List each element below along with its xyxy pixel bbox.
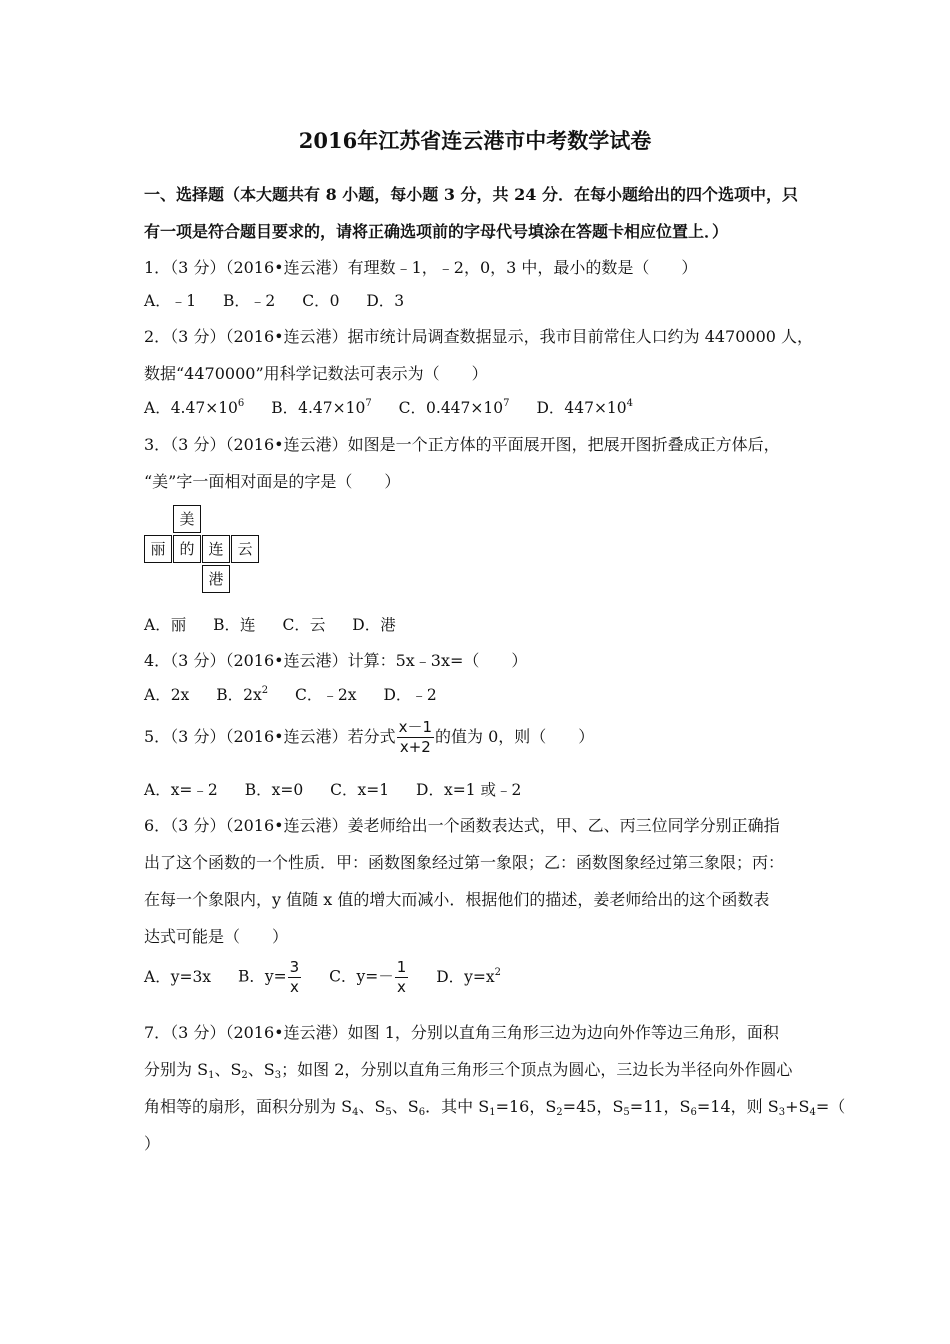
page-title: 2016年江苏省连云港市中考数学试卷 [298,128,652,153]
question-4-text: 4．（3 分）（2016•连云港）计算：5x﹣3x=（ ） [144,651,528,670]
question-1-options [144,289,426,311]
section-heading-line2: 有一项是符合题目要求的，请将正确选项前的字母代号填涂在答题卡相应位置上．） [144,222,729,241]
q5-option-b: B．x=0 [244,781,304,799]
net-cell-left: 丽 [144,535,172,563]
question-4-options [144,683,459,705]
q6-option-d: D．$y=x^2$ [436,966,501,986]
question-6-line1: 6．（3 分）（2016•连云港）姜老师给出一个函数表达式，甲、乙、丙三位同学分别正确指 [144,816,780,835]
q3-option-b: B．连 [213,616,256,634]
net-cell-center-left: 的 [173,535,201,563]
q1-option-c: C．0 [302,292,340,310]
question-3-line2: “美”字一面相对面是的字是（ ） [144,472,401,491]
q2-option-c: C．$0.447\times 10^7$ [398,398,510,417]
q5-option-d: D．x=1 或﹣2 [416,781,522,799]
question-2-options [144,396,655,418]
net-cell-bottom: 港 [202,565,230,593]
q5-option-c: C．x=1 [330,781,390,799]
q3-option-d: D．港 [352,616,396,634]
q6-option-c: C．y=－ $\frac{1}{x}$ [329,958,407,996]
question-6-line4: 达式可能是（ ） [144,927,289,946]
question-3-line1: 3．（3 分）（2016•连云港）如图是一个正方体的平面展开图，把展开图折叠成正方体后， [144,435,780,454]
question-6-line2: 出了这个函数的一个性质．甲：函数图象经过第一象限；乙：函数图象经过第三象限；丙： [144,853,785,872]
net-cell-center-right: 连 [202,535,230,563]
q4-option-c: C．﹣2x [295,686,357,704]
q2-option-a: A．$4.47\times 10^6$ [144,398,245,417]
q6-option-c-fraction: $\frac{1}{x}$ [396,958,407,996]
net-cell-top: 美 [173,505,201,533]
q4-option-b: B．$2x^2$ [216,685,269,704]
q4-option-d: D．﹣2 [383,686,437,704]
net-cell-right: 云 [231,535,259,563]
question-7-line3: 角相等的扇形，面积分别为 $S_4$、$S_5$、$S_6$．其中 $S_1=16$，$S_2=45$，$S_5=11$，$S_6=14$，则 $S_3+S_4=$（ [144,1097,846,1118]
q5-fraction: $\frac{x-1}{x+2}$ [398,718,433,756]
question-2-line1: 2．（3 分）（2016•连云港）据市统计局调查数据显示，我市目前常住人口约为 4470000 人， [144,327,814,346]
question-7-line1: 7．（3 分）（2016•连云港）如图 1，分别以直角三角形三边为边向外作等边三角形，面积 [144,1023,779,1042]
cube-net-figure [144,505,264,595]
q5-option-a: A．x=﹣2 [144,781,218,799]
question-2-line2: 数据“4470000”用科学记数法可表示为（ ） [144,364,488,383]
q6-option-a: A．y=3x [144,967,212,986]
q1-option-a: A．﹣1 [144,292,197,310]
q4-option-a: A．2x [144,686,190,704]
q6-option-b-fraction: $\frac{3}{x}$ [289,958,300,996]
question-3-options [144,613,418,635]
q1-option-d: D．3 [366,292,405,310]
question-7-line2: 分别为 $S_1$、$S_2$、$S_3$；如图 2，分别以直角三角形三个顶点为圆心，三边长为半径向外作圆心 [144,1060,793,1081]
question-5-text: 5．（3 分）（2016•连云港）若分式 $\frac{x-1}{x+2}$ 的值为 0，则（ ） [144,718,595,756]
q6-option-b: B．y= $\frac{3}{x}$ [237,958,300,996]
q2-option-d: D．$447\times 10^4$ [536,398,634,417]
q1-option-b: B．﹣2 [223,292,276,310]
question-6-line3: 在每一个象限内，y 值随 x 值的增大而减小．根据他们的描述，姜老师给出的这个函数表 [144,890,770,909]
q2-option-b: B．$4.47\times 10^7$ [271,398,372,417]
q3-option-c: C．云 [282,616,326,634]
section-heading-line1: 一、选择题（本大题共有 8 小题，每小题 3 分，共 24 分．在每小题给出的四个选项中，只 [144,185,798,204]
question-6-options [144,958,523,997]
question-1-text: 1．（3 分）（2016•连云港）有理数﹣1，﹣2，0，3 中，最小的数是（ ） [144,258,698,277]
q3-option-a: A．丽 [144,616,187,634]
question-7-line4: ） [144,1134,161,1153]
question-5-options [144,778,543,800]
